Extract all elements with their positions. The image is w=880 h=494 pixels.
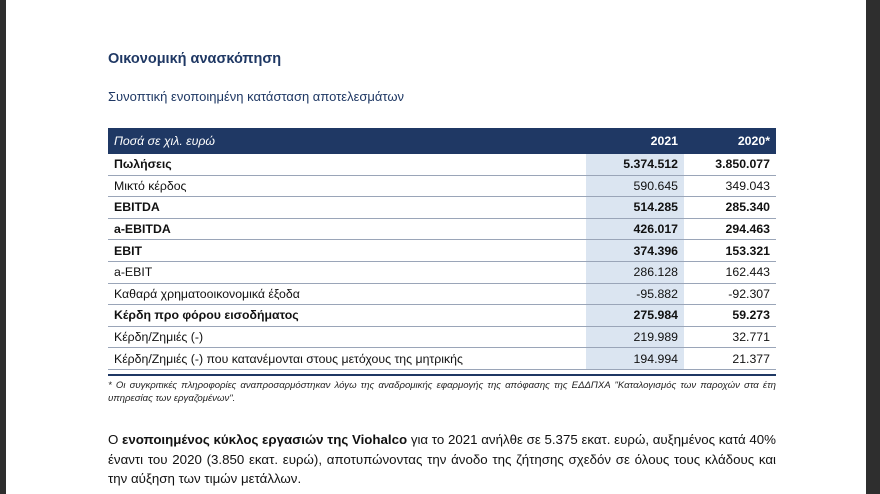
table-row [108,218,776,240]
income-statement-table [108,128,776,370]
value-2020: 162.443 [684,261,776,283]
value-2021: 374.396 [586,240,684,262]
value-2021: -95.882 [586,283,684,305]
viewer-background-right [866,0,880,494]
value-2021: 5.374.512 [586,154,684,175]
row-label: EBIT [108,240,586,262]
row-label: Κέρδη προ φόρου εισοδήματος [108,305,586,327]
row-label: Καθαρά χρηματοοικονομικά έξοδα [108,283,586,305]
value-2020: 285.340 [684,197,776,219]
row-label: EBITDA [108,197,586,219]
table-row [108,326,776,348]
paragraph-text-start: Ο [108,432,123,447]
value-2020: 294.463 [684,218,776,240]
value-2020: 349.043 [684,175,776,197]
value-2020: 32.771 [684,326,776,348]
section-title: Οικονομική ανασκόπηση [108,51,282,67]
value-2021: 219.989 [586,326,684,348]
row-label: a-EBIT [108,261,586,283]
value-2020: 3.850.077 [684,154,776,175]
value-2020: 153.321 [684,240,776,262]
table-row [108,175,776,197]
value-2020: -92.307 [684,283,776,305]
body-paragraph [108,430,776,489]
row-label: a-EBITDA [108,218,586,240]
paragraph-bold-phrase: ενοποιημένος κύκλος εργασιών της Viohalco [122,432,408,447]
value-2020: 59.273 [684,305,776,327]
document-page [6,0,866,494]
table-header-row [108,128,776,154]
table-subtitle: Συνοπτική ενοποιημένη κατάσταση αποτελεσμάτων [108,89,405,104]
table-row [108,154,776,175]
value-2021: 194.994 [586,348,684,370]
value-2021: 275.984 [586,305,684,327]
table-row [108,305,776,327]
table-row [108,283,776,305]
row-label: Κέρδη/Ζημιές (-) που κατανέμονται στους μετόχους της μητρικής [108,348,586,370]
header-units-label: Ποσά σε χιλ. ευρώ [108,128,586,154]
paragraph-text-rest: για το 2021 ανήλθε σε 5.375 εκατ. ευρώ, αυξημένος κατά 40% έναντι του 2020 (3.850 εκατ. ευρώ), αποτυπώνοντας την άνοδο της ζήτησης σχεδόν σε όλους τους κλάδους και την αύξηση των τιμών μετάλλων. [108,432,776,486]
value-2021: 286.128 [586,261,684,283]
table-row [108,197,776,219]
row-label: Μικτό κέρδος [108,175,586,197]
value-2021: 426.017 [586,218,684,240]
row-label: Πωλήσεις [108,154,586,175]
table-row [108,348,776,370]
value-2021: 590.645 [586,175,684,197]
header-year-2020: 2020* [684,128,776,154]
header-year-2021: 2021 [586,128,684,154]
value-2020: 21.377 [684,348,776,370]
table-row [108,261,776,283]
table-row [108,240,776,262]
value-2021: 514.285 [586,197,684,219]
row-label: Κέρδη/Ζημιές (-) [108,326,586,348]
table-footnote: * Οι συγκριτικές πληροφορίες αναπροσαρμόστηκαν λόγω της αναδρομικής εφαρμογής της απόφασης της ΕΔΔΠΧΑ "Καταλογισμός των παροχών στα έτη υπηρεσίας των εργαζομένων". [108,374,776,405]
